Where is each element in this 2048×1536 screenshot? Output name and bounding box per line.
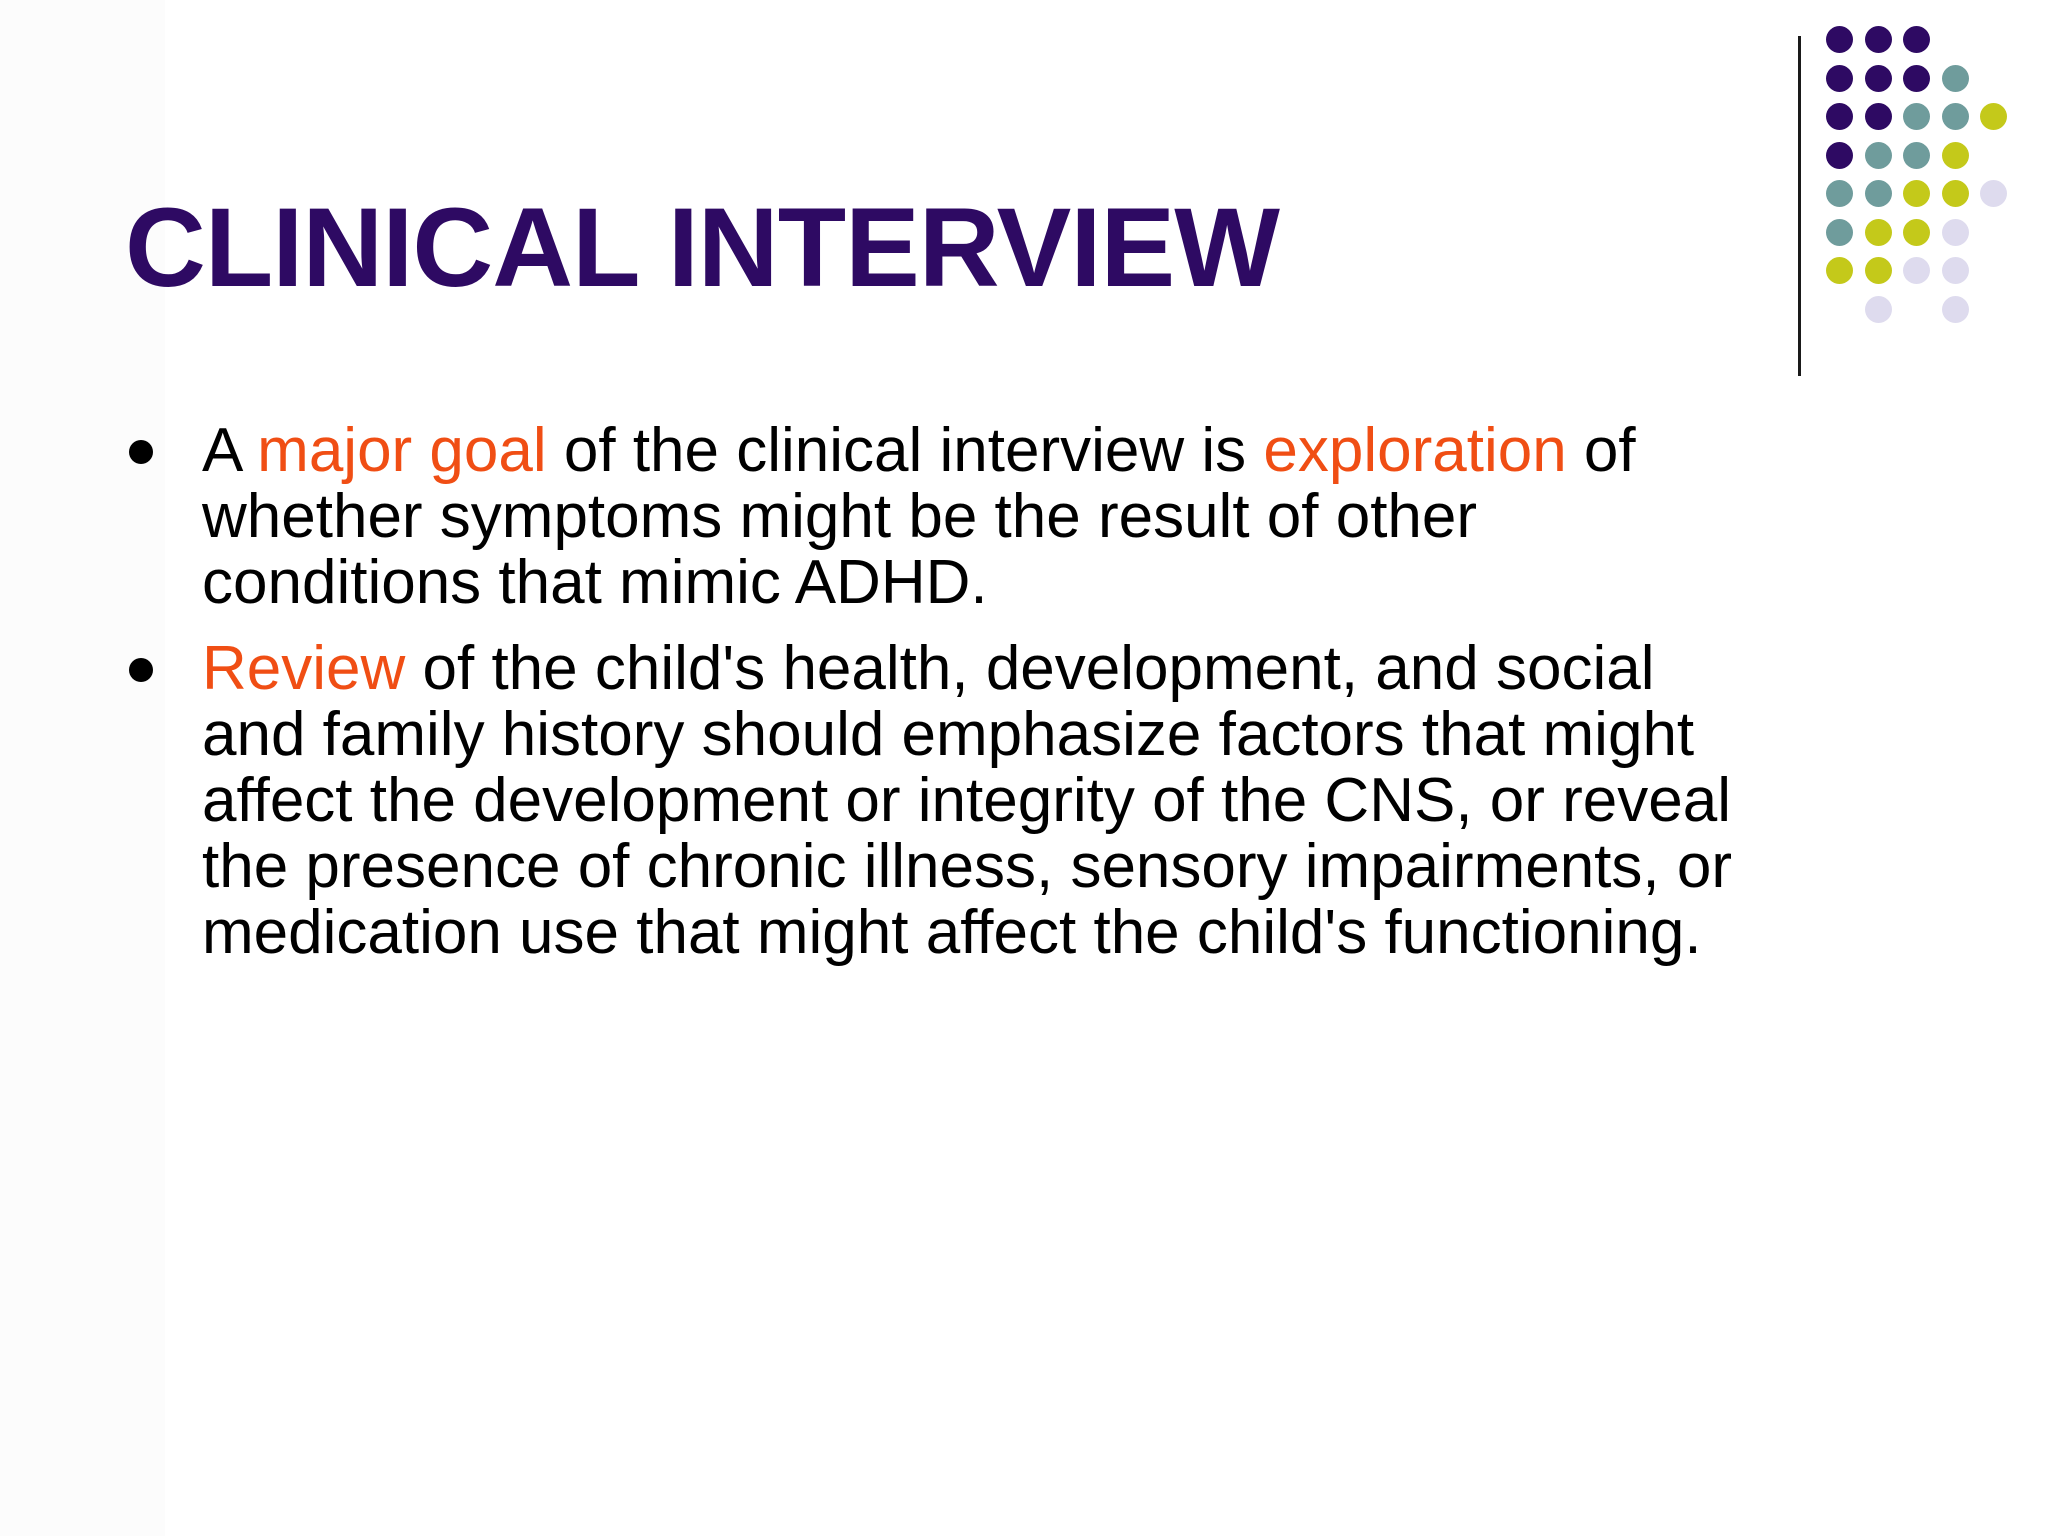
decorative-dot <box>1826 103 1853 130</box>
decorative-dot <box>1903 180 1930 207</box>
decorative-dot <box>1903 257 1930 284</box>
decorative-dot <box>1942 296 1969 323</box>
bullet-item <box>125 418 1925 616</box>
bullet-line <box>202 702 1925 768</box>
bullet-line <box>202 418 1925 484</box>
decorative-dot <box>1903 65 1930 92</box>
slide-title: CLINICAL INTERVIEW <box>125 185 1279 310</box>
bullet-list <box>125 418 1925 986</box>
decorative-dot <box>1942 103 1969 130</box>
body-text: affect the development or integrity of the CNS, or reveal <box>202 766 1731 835</box>
decorative-dot <box>1942 142 1969 169</box>
decorative-dot <box>1865 65 1892 92</box>
decorative-dot <box>1865 26 1892 53</box>
decorative-dot-grid <box>1826 26 2046 346</box>
decorative-dot <box>1942 219 1969 246</box>
decorative-dot <box>1826 257 1853 284</box>
decorative-dot <box>1903 26 1930 53</box>
decorative-dot <box>1865 180 1892 207</box>
decorative-dot <box>1865 257 1892 284</box>
decorative-dot <box>1942 180 1969 207</box>
body-text: and family history should emphasize factors that might <box>202 700 1695 769</box>
decorative-dot <box>1865 296 1892 323</box>
bullet-line <box>202 768 1925 834</box>
decorative-dot <box>1826 180 1853 207</box>
decorative-dot <box>1980 180 2007 207</box>
body-text: the presence of chronic illness, sensory impairments, or <box>202 832 1732 901</box>
body-text: conditions that mimic ADHD. <box>202 548 988 617</box>
bullet-line <box>202 834 1925 900</box>
vertical-divider <box>1798 36 1801 376</box>
body-text: of the clinical interview is <box>546 416 1264 485</box>
body-text: of the child's health, development, and social <box>405 634 1655 703</box>
bullet-line <box>202 900 1925 966</box>
decorative-dot <box>1826 65 1853 92</box>
decorative-dot <box>1865 103 1892 130</box>
decorative-dot <box>1903 103 1930 130</box>
decorative-dot <box>1942 65 1969 92</box>
decorative-dot <box>1903 219 1930 246</box>
highlighted-text: exploration <box>1263 416 1567 485</box>
body-text: whether symptoms might be the result of other <box>202 482 1478 551</box>
bullet-dot-icon <box>129 658 153 682</box>
decorative-dot <box>1942 257 1969 284</box>
bullet-line <box>202 636 1925 702</box>
bullet-line <box>202 484 1925 550</box>
decorative-dot <box>1903 142 1930 169</box>
bullet-dot-icon <box>129 440 153 464</box>
decorative-dot <box>1826 142 1853 169</box>
decorative-dot <box>1865 142 1892 169</box>
bullet-line <box>202 550 1925 616</box>
decorative-dot <box>1826 26 1853 53</box>
body-text: A <box>202 416 258 485</box>
decorative-dot <box>1826 219 1853 246</box>
decorative-dot <box>1980 103 2007 130</box>
highlighted-text: major goal <box>257 416 547 485</box>
decorative-dot <box>1865 219 1892 246</box>
body-text: of <box>1566 416 1636 485</box>
bullet-item <box>125 636 1925 966</box>
body-text: medication use that might affect the child's functioning. <box>202 898 1702 967</box>
highlighted-text: Review <box>202 634 406 703</box>
